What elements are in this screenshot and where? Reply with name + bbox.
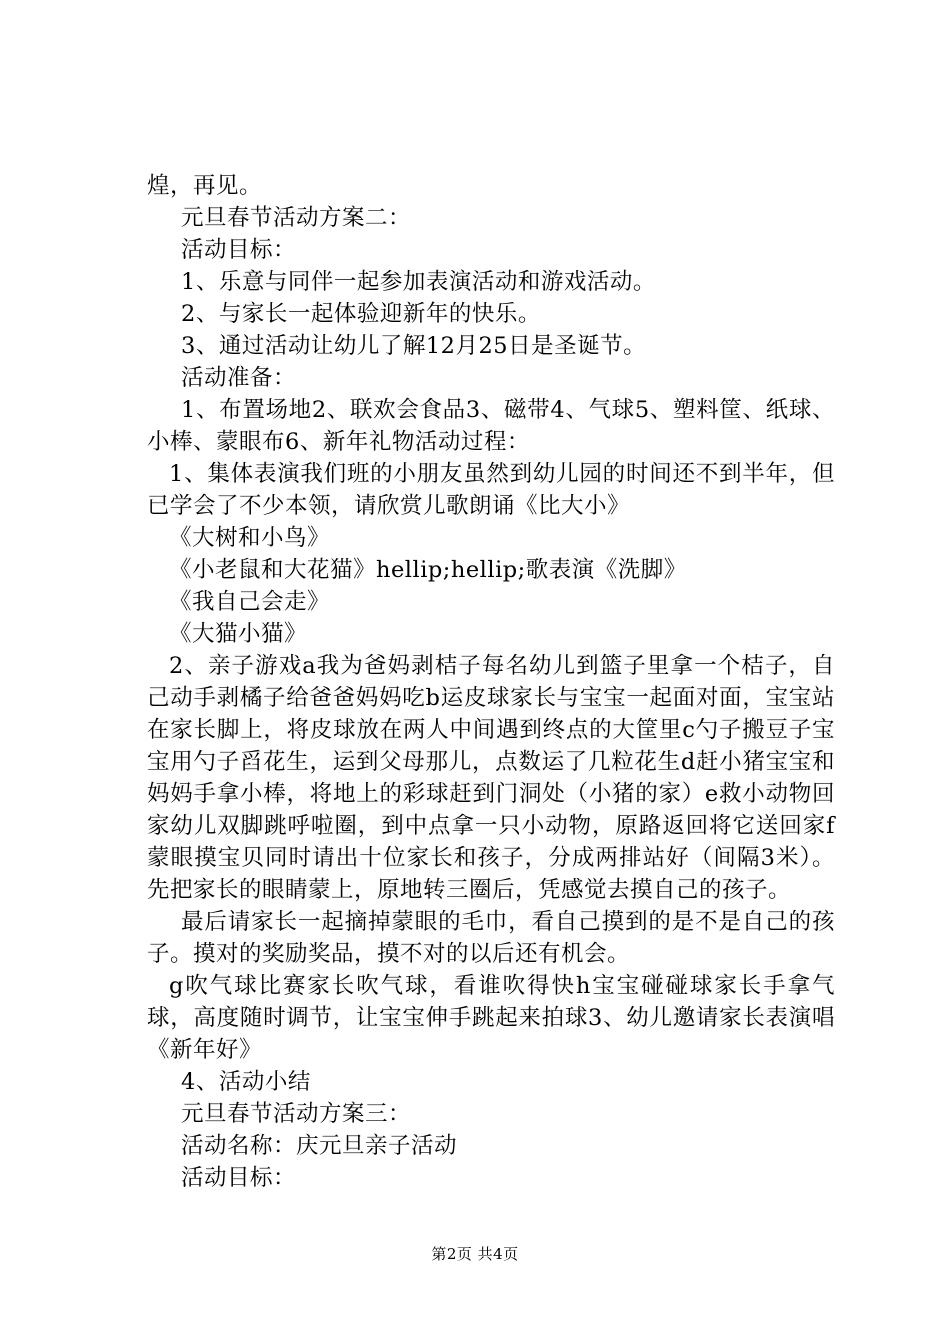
performance-item-2: 《小老鼠和大花猫》hellip;hellip;歌表演《洗脚》 bbox=[169, 557, 687, 583]
performance-item-3: 《我自己会走》 bbox=[169, 589, 331, 615]
goal-item-2: 2、与家长一起体验迎新年的快乐。 bbox=[181, 301, 541, 327]
heading-plan-two: 元旦春节活动方案二： bbox=[181, 205, 412, 231]
process-step-1: 1、集体表演我们班的小朋友虽然到幼儿园的时间还不到半年，但已学会了不少本领，请欣赏儿歌朗诵《比大小》 bbox=[147, 461, 835, 519]
performance-item-4: 《大猫小猫》 bbox=[169, 621, 308, 647]
performance-item-1: 《大树和小鸟》 bbox=[169, 525, 331, 551]
prep-list: 1、布置场地2、联欢会食品3、磁带4、气球5、塑料筐、纸球、小棒、蒙眼布6、新年礼物活动过程： bbox=[147, 397, 835, 455]
heading-plan-three: 元旦春节活动方案三： bbox=[181, 1101, 412, 1127]
paragraph-continuation: 煌，再见。 bbox=[147, 173, 263, 199]
activity-name: 活动名称：庆元旦亲子活动 bbox=[181, 1133, 458, 1159]
process-step-4: 4、活动小结 bbox=[181, 1069, 311, 1095]
process-step-2: 2、亲子游戏a我为爸妈剥桔子每名幼儿到篮子里拿一个桔子，自己动手剥橘子给爸爸妈妈吃b运皮球家长与宝宝一起面对面，宝宝站在家长脚上，将皮球放在两人中间遇到终点的大筐里c勺子搬豆子宝宝用勺子舀花生，运到父母那儿，点数运了几粒花生d赶小猪宝宝和妈妈手拿小棒，将地上的彩球赶到门洞处（小猪的家）e救小动物回家幼儿双脚跳呼啦圈，到中点拿一只小动物，原路返回将它送回家f蒙眼摸宝贝同时请出十位家长和孩子，分成两排站好（间隔3米）。先把家长的眼睛蒙上，原地转三圈后，凭感觉去摸自己的孩子。 bbox=[147, 653, 835, 903]
goal-item-1: 1、乐意与同伴一起参加表演活动和游戏活动。 bbox=[181, 269, 656, 295]
goal-item-3: 3、通过活动让幼儿了解12月25日是圣诞节。 bbox=[181, 333, 647, 359]
heading-activity-goals: 活动目标： bbox=[181, 237, 297, 263]
document-body bbox=[147, 170, 835, 1194]
paragraph-reward: 最后请家长一起摘掉蒙眼的毛巾，看自己摸到的是不是自己的孩子。摸对的奖励奖品，摸不对的以后还有机会。 bbox=[147, 909, 835, 967]
heading-activity-goals-2: 活动目标： bbox=[181, 1165, 297, 1191]
page-footer: 第2页 共4页 bbox=[431, 1245, 519, 1263]
heading-activity-prep: 活动准备： bbox=[181, 365, 297, 391]
paragraph-balloon-games: g吹气球比赛家长吹气球，看谁吹得快h宝宝碰碰球家长手拿气球，高度随时调节，让宝宝伸手跳起来拍球3、幼儿邀请家长表演唱《新年好》 bbox=[147, 973, 835, 1063]
